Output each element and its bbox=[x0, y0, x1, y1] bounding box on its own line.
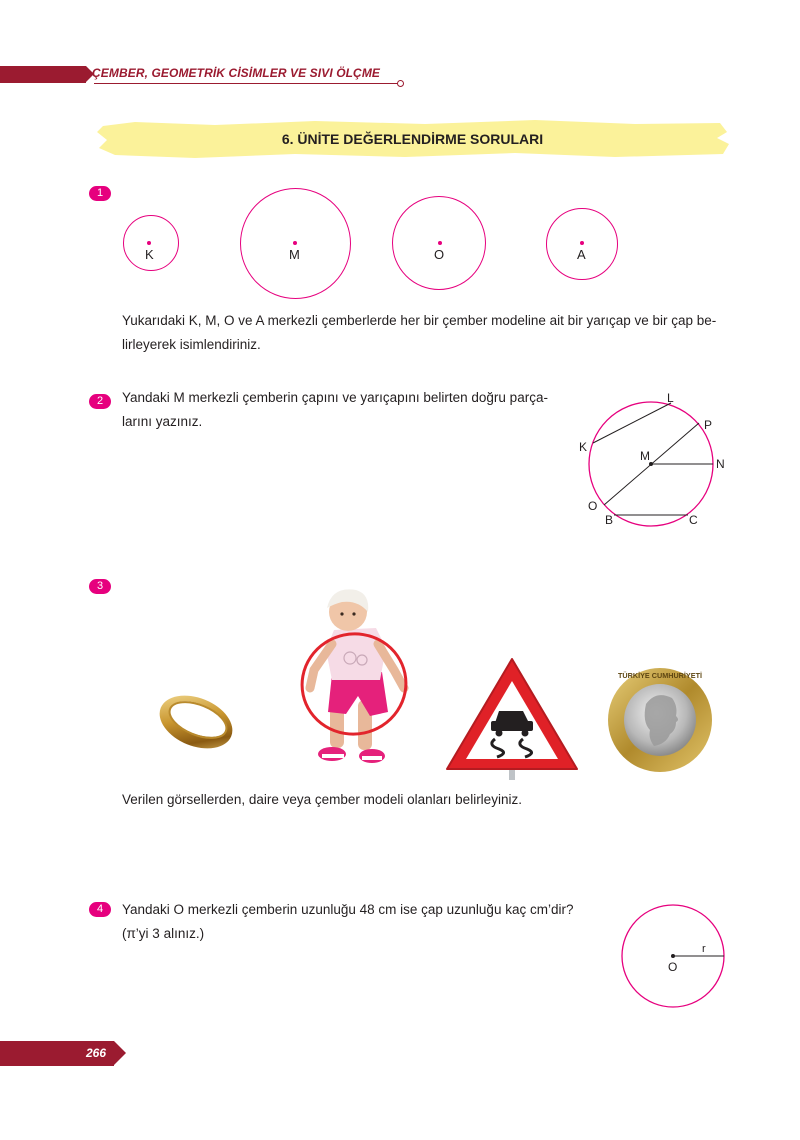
question-4-line-1: Yandaki O merkezli çemberin uzunluğu 48 cm ise çap uzunluğu kaç cm’dir? bbox=[122, 902, 574, 917]
point-label-l: L bbox=[667, 391, 674, 405]
header-bar bbox=[0, 66, 86, 83]
header-dot bbox=[397, 80, 404, 87]
header-underline bbox=[94, 83, 398, 84]
radius-label-r: r bbox=[702, 943, 706, 955]
circle-o-figure bbox=[618, 902, 730, 1012]
point-label-p: P bbox=[704, 418, 713, 432]
page-number: 266 bbox=[86, 1046, 107, 1060]
question-3-text: Verilen görsellerden, daire veya çember modeli olanları belirleyiniz. bbox=[122, 792, 522, 807]
circle-label-a: A bbox=[577, 247, 586, 262]
turkish-lira-coin-image bbox=[606, 664, 714, 776]
point-label-b: B bbox=[605, 513, 614, 527]
circle-label-m: M bbox=[289, 247, 300, 262]
footer-arrow bbox=[114, 1041, 126, 1065]
circle-label-k: K bbox=[145, 247, 154, 262]
question-2-line-2: larını yazınız. bbox=[122, 414, 203, 429]
center-dot-k bbox=[147, 241, 151, 245]
girl-hula-hoop-image bbox=[292, 584, 417, 776]
center-dot-a bbox=[580, 241, 584, 245]
question-1-text bbox=[122, 309, 742, 357]
circle-m-figure bbox=[570, 385, 740, 535]
question-1-line-1: Yukarıdaki K, M, O ve A merkezli çemberlerde her bir çember modeline ait bir yarıçap ve bir çap be- bbox=[122, 313, 717, 328]
point-label-c: C bbox=[689, 513, 698, 527]
circle-label-o: O bbox=[434, 247, 445, 262]
center-dot-m bbox=[293, 241, 297, 245]
chapter-title: ÇEMBER, GEOMETRİK CİSİMLER VE SIVI ÖLÇME bbox=[92, 66, 381, 80]
ring-image bbox=[150, 682, 245, 757]
question-4-badge: 4 bbox=[89, 902, 111, 917]
question-3-badge: 3 bbox=[89, 579, 111, 594]
question-1-badge: 1 bbox=[89, 186, 111, 201]
question-4-text bbox=[122, 898, 622, 946]
center-o-dot bbox=[671, 954, 675, 958]
point-label-m: M bbox=[640, 449, 650, 463]
point-label-o: O bbox=[588, 499, 598, 513]
unit-title: 6. ÜNİTE DEĞERLENDİRME SORULARI bbox=[281, 131, 544, 147]
question-4-line-2: (π’yi 3 alınız.) bbox=[122, 926, 205, 941]
question-1-line-2: lirleyerek isimlendiriniz. bbox=[122, 337, 261, 352]
question-2-line-1: Yandaki M merkezli çemberin çapını ve yarıçapını belirten doğru parça- bbox=[122, 390, 548, 405]
question-2-text bbox=[122, 386, 582, 434]
point-label-k: K bbox=[579, 440, 588, 454]
slippery-road-sign-image bbox=[443, 655, 581, 780]
center-label-o: O bbox=[668, 960, 678, 974]
point-label-n: N bbox=[716, 457, 725, 471]
center-dot-o bbox=[438, 241, 442, 245]
coin-inscription: TÜRKİYE CUMHURİYETİ bbox=[618, 673, 700, 680]
question-2-badge: 2 bbox=[89, 394, 111, 409]
circle-k bbox=[123, 215, 179, 271]
